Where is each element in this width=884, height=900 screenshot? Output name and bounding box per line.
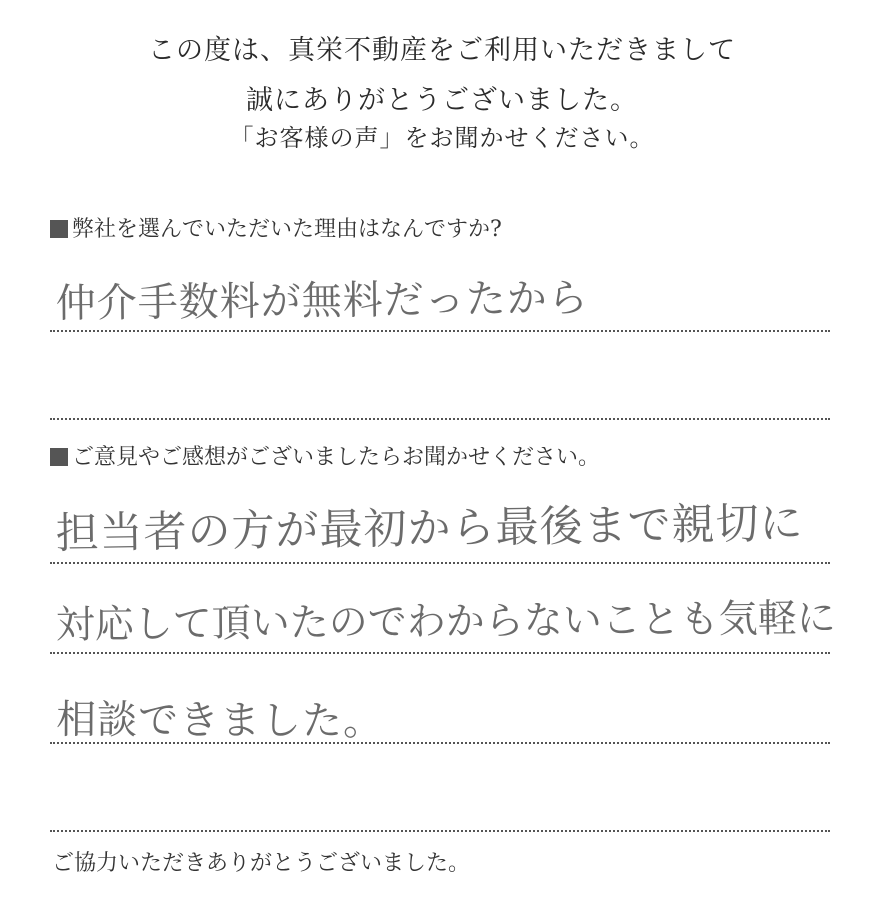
question-2: [50, 440, 600, 471]
handwritten-answer-2-line-1: 担当者の方が最初から最後まで親切に: [55, 498, 804, 560]
handwritten-answer-2-line-3: 相談できました。: [56, 697, 385, 745]
intro-line-3: 「お客様の声」をお聞かせください。: [229, 124, 655, 152]
intro-line-2: 誠にありがとうございました。: [246, 85, 638, 116]
handwritten-answer-2-line-2: 対応して頂いたのでわからないことも気軽に: [55, 596, 836, 649]
square-bullet-icon: [50, 220, 68, 238]
answer-line: [50, 652, 830, 654]
question-1-text: 弊社を選んでいただいた理由はなんですか?: [72, 217, 502, 242]
answer-line: [50, 418, 830, 420]
answer-line: [50, 562, 830, 564]
question-1: [50, 212, 502, 243]
question-2-text: ご意見やご感想がございましたらお聞かせください。: [72, 445, 601, 470]
answer-line: [50, 330, 830, 332]
intro-line-1: この度は、真栄不動産をご利用いただきまして: [148, 35, 736, 66]
square-bullet-icon: [50, 448, 68, 466]
answer-line: [50, 830, 830, 832]
answer-line: [50, 742, 830, 744]
handwritten-answer-1: 仲介手数料が無料だったから: [55, 275, 589, 328]
closing-message: ご協力いただきありがとうございました。: [52, 851, 471, 876]
